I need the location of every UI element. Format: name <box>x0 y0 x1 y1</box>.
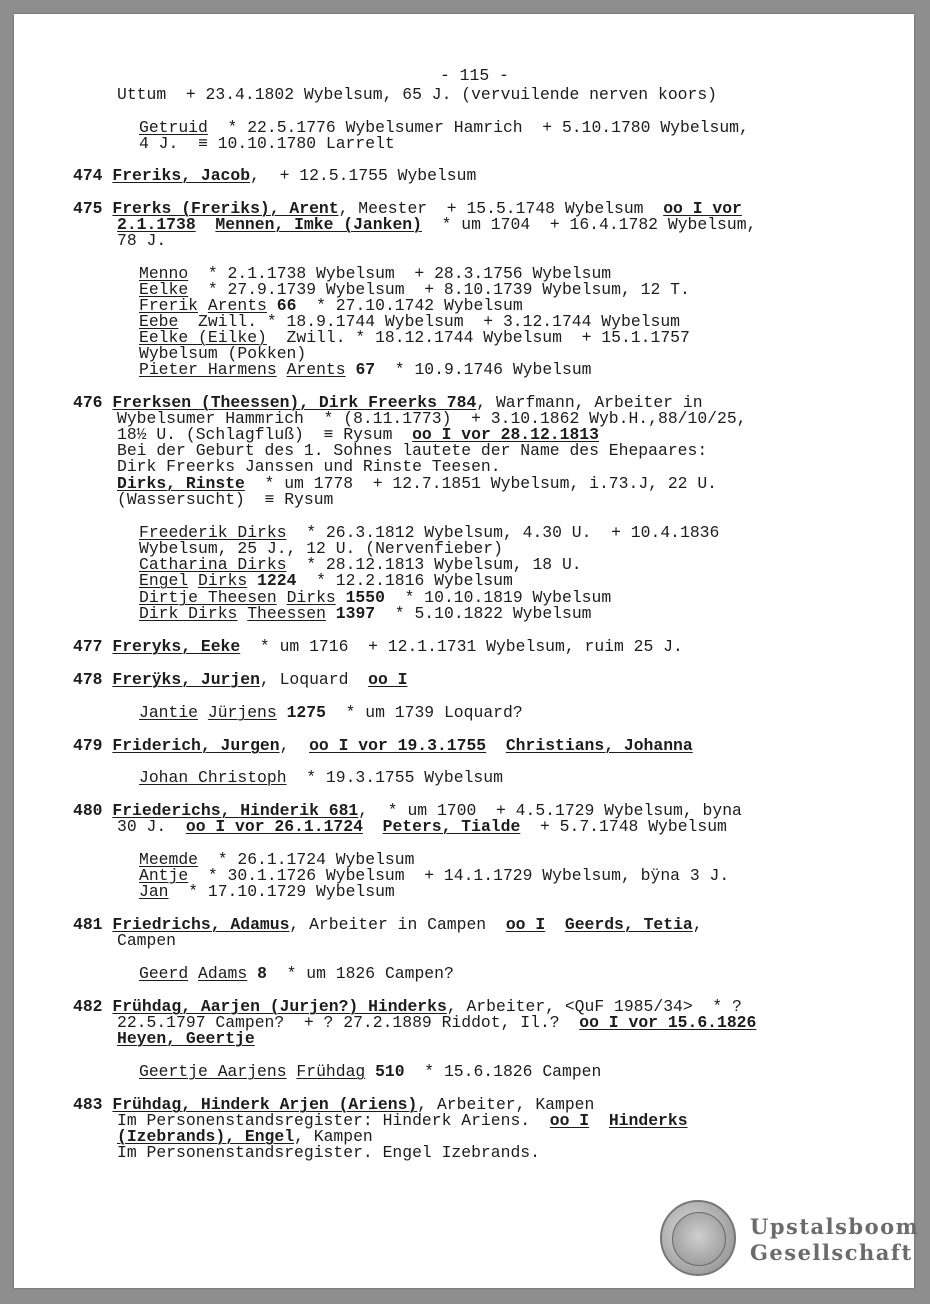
text-run <box>365 1062 375 1081</box>
text-run <box>277 703 287 722</box>
text-run: * 22.5.1776 Wybelsumer Hamrich + 5.10.1780 Wybelsum, <box>207 118 749 137</box>
text-run: , Warfmann, Arbeiter in <box>476 393 703 412</box>
text-run: 478 <box>73 670 113 689</box>
text-line <box>139 884 395 900</box>
child-name: Jürjens <box>207 703 277 722</box>
text-run <box>589 1111 609 1130</box>
upstalsboom-seal-logo <box>660 1200 736 1276</box>
person-name: Friderich, Jurgen <box>112 736 280 755</box>
text-line <box>117 233 166 249</box>
person-name: Peters, Tialde <box>382 817 521 836</box>
text-run: 78 J. <box>117 231 167 250</box>
text-run <box>237 604 247 623</box>
text-run: Zwill. * 18.12.1744 Wybelsum + 15.1.1757 <box>266 328 690 347</box>
text-run: * 27.9.1739 Wybelsum + 8.10.1739 Wybelsum, 12 T. <box>188 280 690 299</box>
text-line <box>139 136 395 152</box>
text-line <box>139 770 503 786</box>
text-run: * um 1739 Loquard? <box>325 703 523 722</box>
text-run: 18½ U. (Schlagfluß) ≡ Rysum <box>117 425 413 444</box>
person-name: Mennen, Imke (Janken) <box>215 215 422 234</box>
text-run: , * um 1700 + 4.5.1729 Wybelsum, byna <box>358 801 742 820</box>
text-run: 1550 <box>345 588 385 607</box>
text-run: , Arbeiter in Campen <box>289 915 506 934</box>
child-name: Pieter Harmens <box>139 360 277 379</box>
child-name: Geerd <box>139 964 189 983</box>
child-name: Catharina Dirks <box>139 555 287 574</box>
text-run: Bei der Geburt des 1. Sohnes lautete der Name des Ehepaares: <box>117 441 708 460</box>
text-run: , Arbeiter, Kampen <box>417 1095 595 1114</box>
person-name: Friederichs, Hinderik 681 <box>112 801 359 820</box>
text-run: 483 <box>73 1095 113 1114</box>
text-run: Dirk Freerks Janssen und Rinste Teesen. <box>117 457 501 476</box>
text-run: * 27.10.1742 Wybelsum <box>296 296 523 315</box>
text-run: , Arbeiter, <QuF 1985/34> * ? <box>446 997 742 1016</box>
child-name: Eelke (Eilke) <box>139 328 267 347</box>
child-name: Dirks <box>198 571 248 590</box>
text-line <box>117 933 176 949</box>
person-name: oo I vor 26.1.1724 <box>185 817 363 836</box>
document-page <box>14 14 920 1288</box>
text-run: , Kampen <box>294 1127 373 1146</box>
text-run <box>363 817 383 836</box>
person-name: Geerds, Tetia <box>564 915 693 934</box>
child-name: Meemde <box>139 850 199 869</box>
text-line <box>139 1064 601 1080</box>
text-run: Wybelsum (Pokken) <box>139 344 307 363</box>
person-name: Heyen, Geertje <box>117 1029 255 1048</box>
text-run: 474 <box>73 166 113 185</box>
page-number: - 115 - <box>440 66 509 85</box>
child-name: Geertje Aarjens <box>139 1062 287 1081</box>
text-line <box>117 492 333 508</box>
text-run: * um 1704 + 16.4.1782 Wybelsum, <box>421 215 757 234</box>
text-run <box>196 215 216 234</box>
text-line <box>73 672 407 688</box>
person-name: (Izebrands), Engel <box>117 1127 295 1146</box>
logo-text-line2: Gesellschaft <box>750 1240 913 1265</box>
person-name: Frühdag, Hinderk Arjen (Ariens) <box>112 1095 418 1114</box>
text-run: * 17.10.1729 Wybelsum <box>168 882 395 901</box>
text-run: * um 1778 + 12.7.1851 Wybelsum, i.73.J, 22 U. <box>244 474 718 493</box>
text-run <box>188 964 198 983</box>
child-name: Adams <box>198 964 248 983</box>
text-run: , <box>279 736 310 755</box>
child-name: Frühdag <box>296 1062 366 1081</box>
text-run: , Loquard <box>259 670 369 689</box>
child-name: Eebe <box>139 312 179 331</box>
text-line <box>117 1145 540 1161</box>
text-run: , Meester + 15.5.1748 Wybelsum <box>338 199 664 218</box>
text-run: 30 J. <box>117 817 186 836</box>
child-name: Arents <box>286 360 346 379</box>
person-name: Christians, Johanna <box>505 736 693 755</box>
text-run: * 2.1.1738 Wybelsum + 28.3.1756 Wybelsum <box>188 264 612 283</box>
text-run: 510 <box>375 1062 405 1081</box>
text-run: * 26.1.1724 Wybelsum <box>198 850 415 869</box>
text-run: * 26.3.1812 Wybelsum, 4.30 U. + 10.4.1836 <box>286 523 720 542</box>
child-name: Jan <box>139 882 169 901</box>
person-name: oo I vor 28.12.1813 <box>412 425 599 444</box>
text-run: 8 <box>257 964 267 983</box>
child-name: Antje <box>139 866 189 885</box>
text-run: Im Personenstandsregister: Hinderk Ariens. <box>117 1111 550 1130</box>
text-run: (Wassersucht) ≡ Rysum <box>117 490 334 509</box>
text-line <box>73 168 476 184</box>
person-name: Frerÿks, Jurjen <box>112 670 260 689</box>
person-name: oo I <box>549 1111 590 1130</box>
text-line <box>139 573 513 589</box>
text-run: 67 <box>355 360 376 379</box>
person-name: oo I vor <box>663 199 742 218</box>
text-run <box>198 703 208 722</box>
text-run: 480 <box>73 801 113 820</box>
text-run: 4 J. ≡ 10.10.1780 Larrelt <box>139 134 395 153</box>
person-name: Frühdag, Aarjen (Jurjen?) Hinderks <box>112 997 447 1016</box>
text-run <box>346 360 356 379</box>
text-run: * 30.1.1726 Wybelsum + 14.1.1729 Wybelsum, bÿna 3 J. <box>188 866 730 885</box>
text-line <box>73 639 683 655</box>
person-name: Frerks (Freriks), Arent <box>112 199 339 218</box>
text-run: 482 <box>73 997 113 1016</box>
text-run: * 15.6.1826 Campen <box>404 1062 602 1081</box>
person-name: 2.1.1738 <box>117 215 196 234</box>
text-run: Zwill. * 18.9.1744 Wybelsum + 3.12.1744 Wybelsum <box>178 312 680 331</box>
text-run <box>277 360 287 379</box>
person-name: oo I <box>368 670 408 689</box>
text-run: 1397 <box>335 604 376 623</box>
child-name: Dirtje Theesen <box>139 588 277 607</box>
text-run: , + 12.5.1755 Wybelsum <box>250 166 477 185</box>
child-name: Dirks <box>286 588 336 607</box>
child-name: Menno <box>139 264 189 283</box>
child-name: Arents <box>207 296 267 315</box>
person-name: Frerksen (Theessen), Dirk Freerks 784 <box>112 393 477 412</box>
text-line <box>73 738 693 754</box>
person-name: Hinderks <box>608 1111 688 1130</box>
text-line <box>139 362 592 378</box>
text-line <box>117 1031 255 1047</box>
child-name: Johan Christoph <box>139 768 287 787</box>
text-run: * um 1716 + 12.1.1731 Wybelsum, ruim 25 J. <box>240 637 683 656</box>
text-run: * 5.10.1822 Wybelsum <box>375 604 592 623</box>
text-run: * um 1826 Campen? <box>266 964 454 983</box>
text-run: , <box>692 915 703 934</box>
text-run: 22.5.1797 Campen? + ? 27.2.1889 Riddot, Il.? <box>117 1013 580 1032</box>
child-name: Dirk Dirks <box>139 604 238 623</box>
text-run: 481 <box>73 915 113 934</box>
child-name: Theessen <box>247 604 326 623</box>
text-line <box>139 606 592 622</box>
text-run: + 5.7.1748 Wybelsum <box>520 817 727 836</box>
text-line <box>117 459 501 475</box>
child-name: Eelke <box>139 280 189 299</box>
text-run: 1275 <box>286 703 326 722</box>
text-run: * 28.12.1813 Wybelsum, 18 U. <box>286 555 582 574</box>
text-run: Wybelsumer Hammrich * (8.11.1773) + 3.10.1862 Wyb.H.,88/10/25, <box>117 409 747 428</box>
text-run: 479 <box>73 736 113 755</box>
text-run: 475 <box>73 199 113 218</box>
text-run <box>287 1062 297 1081</box>
text-run <box>326 604 336 623</box>
text-run: 476 <box>73 393 113 412</box>
text-run: 477 <box>73 637 113 656</box>
text-run <box>247 964 257 983</box>
person-name: Dirks, Rinste <box>117 474 245 493</box>
person-name: Friedrichs, Adamus <box>112 915 290 934</box>
text-run: * 19.3.1755 Wybelsum <box>286 768 503 787</box>
person-name: Freryks, Eeke <box>112 637 241 656</box>
text-run: Wybelsum, 25 J., 12 U. (Nervenfieber) <box>139 539 503 558</box>
text-run: * 12.2.1816 Wybelsum <box>296 571 513 590</box>
child-name: Frerik <box>139 296 199 315</box>
text-run <box>545 915 565 934</box>
text-run: Campen <box>117 931 177 950</box>
text-run <box>486 736 506 755</box>
text-run: Uttum + 23.4.1802 Wybelsum, 65 J. (vervuilende nerven koors) <box>117 85 717 104</box>
text-run: * 10.9.1746 Wybelsum <box>375 360 592 379</box>
person-name: oo I vor 15.6.1826 <box>579 1013 757 1032</box>
text-line <box>139 966 454 982</box>
text-line <box>117 819 727 835</box>
person-name: oo I <box>505 915 546 934</box>
text-run: * 10.10.1819 Wybelsum <box>384 588 612 607</box>
child-name: Freederik Dirks <box>139 523 287 542</box>
text-run: Im Personenstandsregister. Engel Izebrands. <box>117 1143 540 1162</box>
child-name: Jantie <box>139 703 199 722</box>
logo-text-line1: Upstalsboom <box>750 1214 920 1239</box>
text-line <box>139 705 523 721</box>
child-name: Engel <box>139 571 189 590</box>
text-run: 1224 <box>257 571 297 590</box>
person-name: Freriks, Jacob <box>112 166 251 185</box>
person-name: oo I vor 19.3.1755 <box>309 736 487 755</box>
text-line <box>117 87 717 103</box>
text-line <box>117 217 756 233</box>
child-name: Getruid <box>139 118 208 137</box>
text-run: 66 <box>276 296 297 315</box>
